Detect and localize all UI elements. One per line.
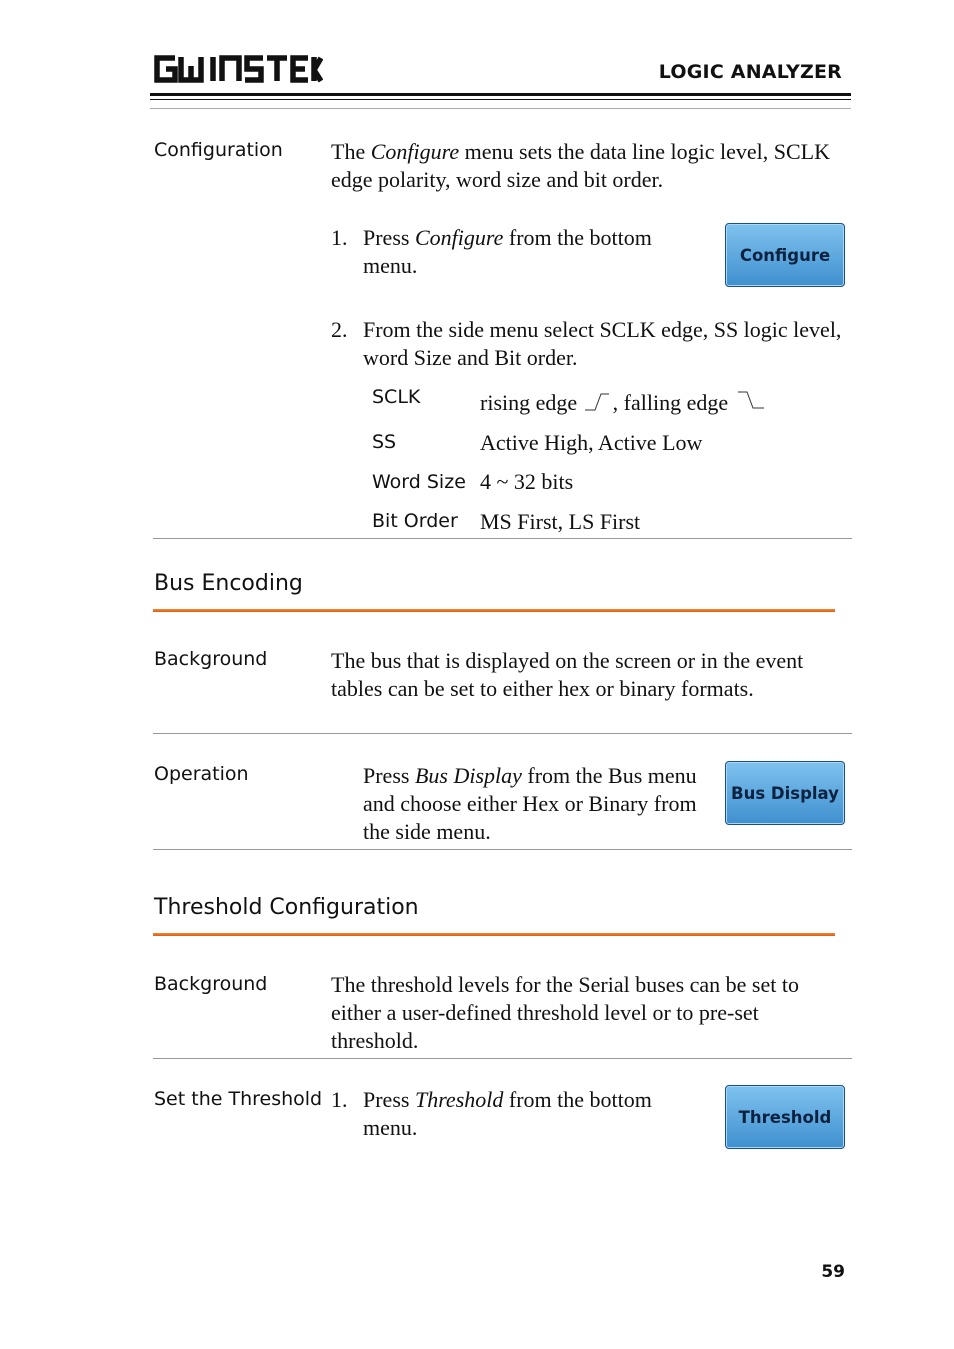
configure-button[interactable]: Configure [725,223,845,287]
intro-text-post: menu sets the data line logic level, SCLK edge polarity, word size and bit order. [331,139,830,192]
threshold-step1-text [363,1086,703,1142]
bus-background-divider [153,733,852,734]
threshold-step1-em: Threshold [414,1087,504,1112]
threshold-step1-pre: Press [363,1087,415,1112]
step1-text [363,224,703,280]
step1-number: 1. [331,225,348,250]
bus-operation-text [363,762,703,846]
operation-post: from the Bus menu and choose either Hex or Binary from the side menu. [363,763,697,844]
bus-encoding-title: Bus Encoding [154,571,303,596]
option-name-ss: SS [372,431,397,453]
option-name-bit-order: Bit Order [372,510,458,532]
falling-edge-icon [734,390,766,414]
bus-operation-label: Operation [154,763,249,785]
rising-edge-icon [583,390,613,414]
header-rule-thick [150,93,851,96]
step2-text: From the side menu select SCLK edge, SS logic level, word Size and Bit order. [363,317,842,370]
bus-display-button[interactable]: Bus Display [725,761,845,825]
threshold-button[interactable]: Threshold [725,1085,845,1149]
header-section-title: LOGIC ANALYZER [658,61,842,83]
configuration-label: Configuration [154,139,283,161]
step1-em: Configure [414,225,504,250]
step1-pre: Press [363,225,415,250]
configuration-divider [153,538,852,539]
intro-text-em: Configure [370,139,460,164]
logo-graphic [153,54,323,84]
header-rule-thin [150,99,851,100]
option-value-sclk [480,389,766,417]
operation-em: Bus Display [414,763,522,788]
threshold-step1-post: from the bottom menu. [363,1087,652,1140]
step2-number: 2. [331,317,348,342]
bus-background-text: The bus that is displayed on the screen or in the event tables can be set to either hex or binary formats. [331,648,804,701]
threshold-background-text: The threshold levels for the Serial buses can be set to either a user-defined threshold level or to pre-set threshold. [331,972,799,1053]
threshold-title: Threshold Configuration [154,895,419,920]
bus-operation-divider [153,849,852,850]
option-value-ss: Active High, Active Low [480,430,703,455]
step1-post: from the bottom menu. [363,225,652,278]
bus-background-label: Background [154,648,268,670]
configuration-intro [331,138,841,194]
operation-pre: Press [363,763,415,788]
threshold-step1-number: 1. [331,1087,348,1112]
header-rule-gray [150,108,851,109]
option-value-bit-order: MS First, LS First [480,509,641,534]
option-value-word-size: 4 ~ 32 bits [480,469,574,494]
gw-instek-logo [153,54,323,84]
threshold-accent-rule [153,933,835,936]
threshold-background-divider [153,1058,852,1059]
page-number: 59 [821,1262,845,1282]
sclk-falling-text: , falling edge [612,390,729,415]
bus-encoding-accent-rule [153,609,835,612]
option-name-word-size: Word Size [372,471,466,493]
sclk-rising-text: rising edge [480,390,578,415]
intro-text-pre: The [331,139,371,164]
option-name-sclk: SCLK [372,386,421,408]
threshold-background-label: Background [154,973,268,995]
set-threshold-label: Set the Threshold [154,1088,323,1110]
